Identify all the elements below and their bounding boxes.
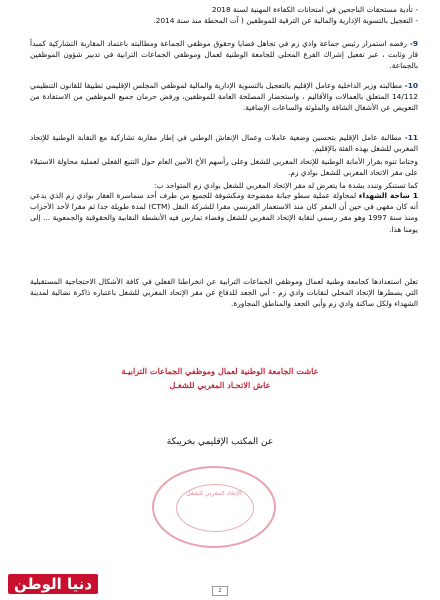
closing-paragraph: تعلن استعدادها كجامعة وطنية لعمال وموظفي الجماعات الترابية عن انخراطنا الفعلي في كافة الأشكال الاحتجاجية المستقبلية التي يسطرها الإتحاد المحلي لنقابات وادي زم - أبي الجعد للدفاع عن مقر الإتحاد المغربي للشغل باعتباره ذاكرة نضالية لمدينة الشهداء ولكل ساكنة وادي زم وأبي الجعد والمناطق المجاورة. [30,277,418,309]
point-text: مطالبة عامل الإقليم بتحسين وضعية عاملات وعمال الإنعاش الوطني في إطار مقاربة تشاركية مع النقابة الوطنية للإتحاد المغربي للشغل بهذه الفئة بالإقليم. [30,133,418,154]
martyrs-text: لمحاولة عملية سطو جبانة مفضوحة ومكشوفة للجميع من طرف أحد سماسرة العقار بوادي زم الذي يدعي أنه كان مقهى في حين أن المقر كان منذ الاستعمار الفرنسي مقرا للشركة النقل (CTM) لمدة طويلة جدا ثم مقرا لأحد الأحزاب ومنذ سنة 1997 وهو مقر رسمي لنقابة الإتحاد المغربي للشغل وفضاء تمارس فيه الأنشطة النقابية والحقوقية والجمعوية ... إلى يومنا هذا. [30,191,418,234]
point-10 [30,80,418,114]
slogan-federation: عاشت الجامعة الوطنية لعمال وموظفي الجماعات الترابيـة [121,366,319,376]
point-text: رفضه استمرار رئيس جماعة وادي زم في تجاهل قضايا وحقوق موظفي الجماعة ومطالبته باعتماد المقاربة التشاركية كمبدأ قار وثابت ، عبر تفعيل إشراك الفرع المحلي للجامعة الوطنية لعمال وموظفي الجماعات الترابية في تدبير شؤون الموظفين بالجماعة. [30,39,418,71]
point-number: 9- [409,39,418,48]
watermark-logo: دنيا الوطن [8,574,98,594]
bullet-item: - التعجيل بالتسوية الإدارية والمالية عن الترقية للموظفين ( آت المحطة منذ سنة 2014. [153,16,418,26]
bullet-list [30,4,418,26]
martyrs-label: 1 ساحة الشهداء [358,191,418,200]
slogan-union: عاش الاتحـاد المغربي للشغـل [169,380,271,390]
stamp-text: الإتحاد المغربي للشغل [186,490,242,497]
bullet-item: - تأدية مستحقات الناجحين في امتحانات الكفاءة المهنية لسنة 2018 [211,5,418,14]
intro-paragraph: كما تستنكر وتندد بشدة ما يتعرض له مقر الإتحاد المغربي للشغل بوادي زم المتواجد ب: [154,181,418,190]
point-11 [30,132,418,154]
point-text: مطالبته وزير الداخلية وعامل الإقليم بالتعجيل بالتسوية الإدارية والمالية لموظفي المجلس الإقليمي تطبيقا للقانون التنظيمي 14/112 المتعلق بالعمالات والأقاليم ، واستحضار المصلحة العامة للموظفين، ورفض حرمان جميع الموظفين من الاستفادة من التعويض عن الأشغال الشاقة والملوثة والساعات الإضافية. [30,81,418,113]
point-number: 11- [404,133,418,142]
martyrs-paragraph [30,190,418,235]
salute-paragraph: وختاما تنوه بقرار الأمانة الوطنية للإتحاد المغربي للشغل وعلى رأسهم الأخ الأمين العام حول التتبع الفعلي لعملية محاولة الاستيلاء على مقر الاتحاد المغربي للشغل بوادي زم. [30,157,418,178]
official-stamp [152,466,276,548]
point-9 [30,38,418,72]
signoff: عن المكتب الإقليمي بخريبكة [166,437,274,447]
point-number: 10- [404,81,418,90]
page-number: 2 [212,586,228,596]
